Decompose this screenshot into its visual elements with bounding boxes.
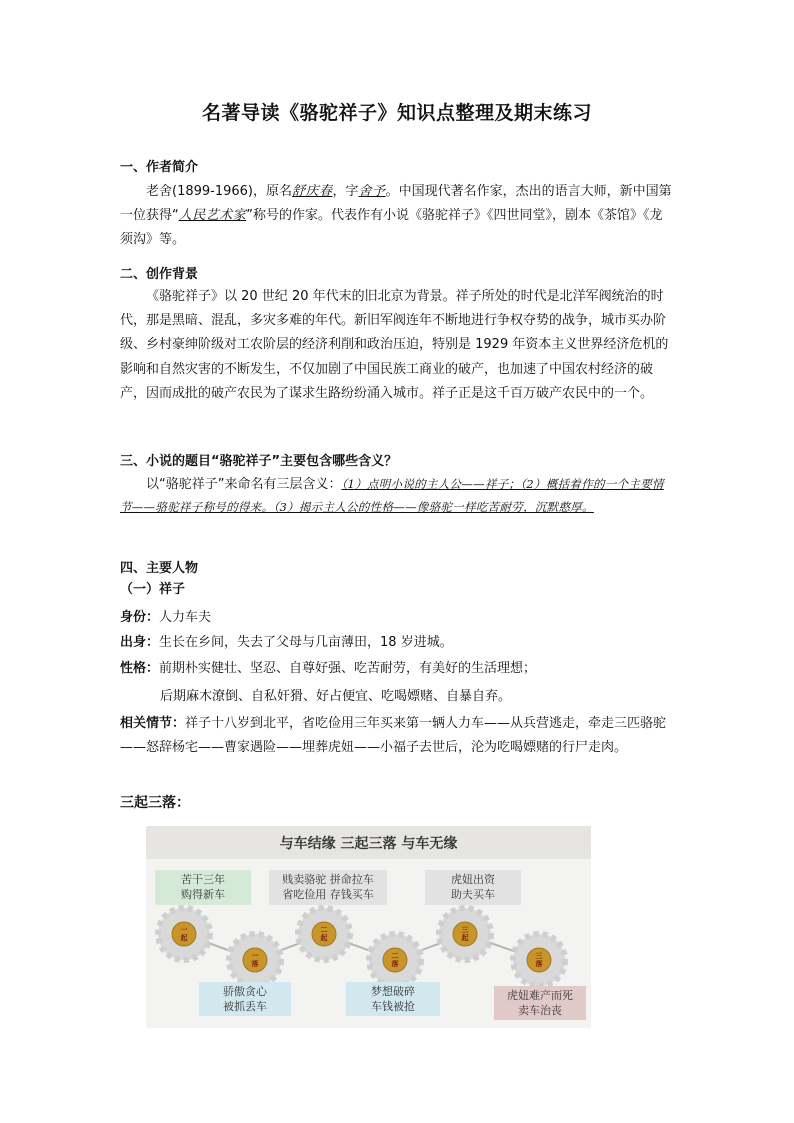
top-box-3: 虎妞出资 助夫买车 — [425, 870, 521, 905]
section-heading-characters: 四、主要人物 — [120, 561, 199, 576]
section-heading-author: 一、作者简介 — [120, 160, 199, 175]
three-ups-downs-diagram — [146, 826, 591, 1028]
section-heading-background: 二、创作背景 — [120, 267, 199, 282]
gear-3-label-bottom: 起 — [320, 934, 328, 942]
honor-title: 人民艺术家 — [178, 208, 247, 224]
gear-3-label-top: 二 — [320, 926, 328, 934]
handwritten-answer: （1）点明小说的主人公——祥子；（2）概括着作的一个主要情节——骆驼祥子称号的得来。（3）揭示主人公的性格——像骆驼一样吃苦耐劳，沉默憨厚。 — [120, 477, 664, 514]
bottom-box-3: 虎妞难产而死 卖车治丧 — [494, 986, 586, 1020]
gear-5 — [439, 908, 491, 960]
page-title: 名著导读《骆驼祥子》知识点整理及期末练习 — [201, 102, 592, 124]
top-box-2: 贱卖骆驼 拼命拉车 省吃俭用 存钱买车 — [269, 870, 387, 905]
courtesy-name: 舍予 — [358, 184, 386, 199]
personality-line-1: 性格：前期朴实健壮、坚忍、自尊好强、吃苦耐劳，有美好的生活理想； — [120, 661, 537, 676]
gear-2-label-bottom: 落 — [251, 960, 259, 968]
gear-4-label-top: 二 — [391, 952, 399, 960]
gear-2-label-top: 一 — [251, 952, 259, 960]
gear-4 — [369, 934, 421, 986]
gear-2 — [229, 934, 281, 986]
gear-6-label-top: 三 — [535, 952, 543, 960]
gear-1 — [158, 908, 210, 960]
author-paragraph: 老舍(1899-1966)，原名舒庆春，字舍予。中国现代著名作家，杰出的语言大师，新中国第一位获得“人民艺术家”称号的作家。代表作有小说《骆驼祥子》《四世同堂》，剧本《茶馆》《龙须沟》等。 — [120, 184, 672, 248]
title-meaning-paragraph: 以“骆驼祥子”来命名有三层含义：（1）点明小说的主人公——祥子；（2）概括着作的一个主要情节——骆驼祥子称号的得来。（3）揭示主人公的性格——像骆驼一样吃苦耐劳，沉默憨厚。 — [120, 477, 664, 514]
gear-4-label-bottom: 落 — [391, 960, 399, 968]
gear-3 — [298, 908, 350, 960]
gear-5-label-bottom: 起 — [461, 934, 469, 942]
diagram-title: 与车结缘 三起三落 与车无缘 — [279, 836, 458, 852]
original-name: 舒庆春 — [292, 184, 333, 199]
gear-1-label-bottom: 起 — [180, 934, 188, 942]
plot-paragraph: 相关情节：祥子十八岁到北平，省吃俭用三年买来第一辆人力车——从兵营逃走，牵走三匹骆驼——怒辞杨宅——曹家遇险——埋葬虎妞——小福子去世后，沦为吃喝嫖赌的行尸走肉。 — [120, 716, 667, 756]
identity-line: 身份：人力车夫 — [120, 610, 212, 625]
gear-6-label-bottom: 落 — [535, 960, 543, 968]
top-box-1: 苦干三年 购得新车 — [155, 870, 251, 905]
gear-1-label-top: 一 — [180, 926, 188, 934]
gear-5-label-top: 三 — [461, 926, 469, 934]
bottom-box-1: 骄傲贪心 被抓丢车 — [199, 982, 291, 1016]
subheading-xiangzi: （一）祥子 — [120, 582, 186, 597]
origin-line: 出身：生长在乡间，失去了父母与几亩薄田，18 岁进城。 — [120, 635, 453, 650]
section-heading-title-meaning: 三、小说的题目“骆驼祥子”主要包含哪些含义？ — [120, 454, 398, 469]
personality-line-2: 后期麻木潦倒、自私奸猾、好占便宜、吃喝嫖赌、自暴自弃。 — [160, 689, 512, 704]
background-paragraph: 《骆驼祥子》以 20 世纪 20 年代末的旧北京为背景。祥子所处的时代是北洋军阀统治的时代，那是黑暗、混乱，多灾多难的年代。新旧军阀连年不断地进行争权夺势的战争，城市买办阶级、乡村豪绅阶级对工农阶层的经济利削和政治压迫，特别是 1929 年资本主义世界经济危机的影响和自然灾害的不断发生，不仅加剧了中国民族工商业的破产，也加速了中国农村经济的破产，因而成批的破产农民为了谋求生路纷纷涌入城市。祥子正是这千百万破产农民中的一个。 — [120, 289, 669, 401]
gear-6 — [513, 934, 565, 986]
bottom-box-2: 梦想破碎 车钱被抢 — [346, 982, 440, 1016]
three-ups-downs-label: 三起三落： — [120, 795, 190, 811]
